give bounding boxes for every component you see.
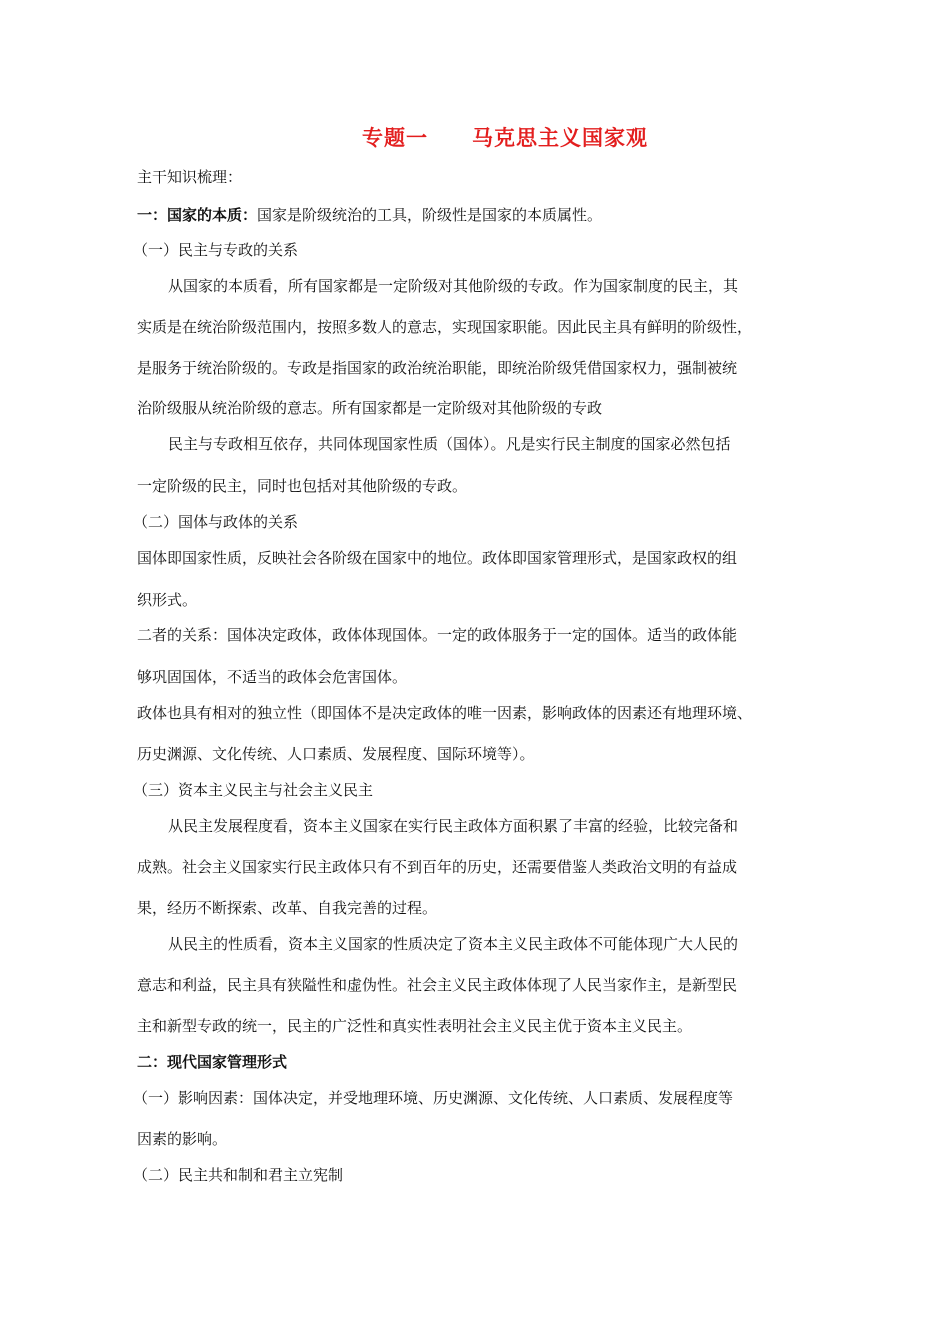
paragraph-line: 二者的关系：国体决定政体，政体体现国体。一定的政体服务于一定的国体。适当的政体能 bbox=[137, 626, 738, 644]
subsection-2-1-line: （一）影响因素：国体决定，并受地理环境、历史渊源、文化传统、人口素质、发展程度等 bbox=[133, 1089, 734, 1107]
paragraph-line: 国体即国家性质，反映社会各阶级在国家中的地位。政体即国家管理形式，是国家政权的组 bbox=[137, 549, 738, 567]
paragraph-line: 从国家的本质看，所有国家都是一定阶级对其他阶级的专政。作为国家制度的民主，其 bbox=[168, 277, 739, 295]
paragraph-line: 从民主发展程度看，资本主义国家在实行民主政体方面积累了丰富的经验，比较完备和 bbox=[168, 817, 739, 835]
paragraph-line: 织形式。 bbox=[137, 591, 198, 609]
subsection-1-3-heading: （三）资本主义民主与社会主义民主 bbox=[133, 781, 374, 799]
paragraph-line: 果，经历不断探索、改革、自我完善的过程。 bbox=[137, 899, 438, 917]
section-1-text: 国家是阶级统治的工具，阶级性是国家的本质属性。 bbox=[257, 206, 603, 224]
paragraph-line: 够巩固国体，不适当的政体会危害国体。 bbox=[137, 668, 408, 686]
section-1-heading: 一：国家的本质： bbox=[137, 206, 258, 224]
paragraph-line: 治阶级服从统治阶级的意志。所有国家都是一定阶级对其他阶级的专政 bbox=[137, 399, 603, 417]
intro-label: 主干知识梳理： bbox=[137, 168, 243, 186]
paragraph-line: 一定阶级的民主，同时也包括对其他阶级的专政。 bbox=[137, 477, 468, 495]
subsection-1-2-heading: （二）国体与政体的关系 bbox=[133, 513, 299, 531]
subsection-1-1-heading: （一）民主与专政的关系 bbox=[133, 241, 299, 259]
paragraph-line: 意志和利益，民主具有狭隘性和虚伪性。社会主义民主政体体现了人民当家作主，是新型民 bbox=[137, 976, 738, 994]
paragraph-line: 因素的影响。 bbox=[137, 1130, 228, 1148]
document-title: 专题一 马克思主义国家观 bbox=[362, 126, 648, 150]
section-2-heading: 二：现代国家管理形式 bbox=[137, 1053, 288, 1071]
paragraph-line: 政体也具有相对的独立性（即国体不是决定政体的唯一因素，影响政体的因素还有地理环境、 bbox=[137, 704, 753, 722]
paragraph-line: 成熟。社会主义国家实行民主政体只有不到百年的历史，还需要借鉴人类政治文明的有益成 bbox=[137, 858, 738, 876]
paragraph-line: 从民主的性质看，资本主义国家的性质决定了资本主义民主政体不可能体现广大人民的 bbox=[168, 935, 739, 953]
paragraph-line: 是服务于统治阶级的。专政是指国家的政治统治职能，即统治阶级凭借国家权力，强制被统 bbox=[137, 359, 738, 377]
section-1-line bbox=[137, 205, 602, 225]
paragraph-line: 历史渊源、文化传统、人口素质、发展程度、国际环境等）。 bbox=[137, 745, 535, 763]
paragraph-line: 实质是在统治阶级范围内，按照多数人的意志，实现国家职能。因此民主具有鲜明的阶级性， bbox=[137, 318, 753, 336]
paragraph-line: 主和新型专政的统一，民主的广泛性和真实性表明社会主义民主优于资本主义民主。 bbox=[137, 1017, 693, 1035]
subsection-2-2-heading: （二）民主共和制和君主立宪制 bbox=[133, 1166, 344, 1184]
paragraph-line: 民主与专政相互依存，共同体现国家性质（国体）。凡是实行民主制度的国家必然包括 bbox=[168, 435, 731, 453]
